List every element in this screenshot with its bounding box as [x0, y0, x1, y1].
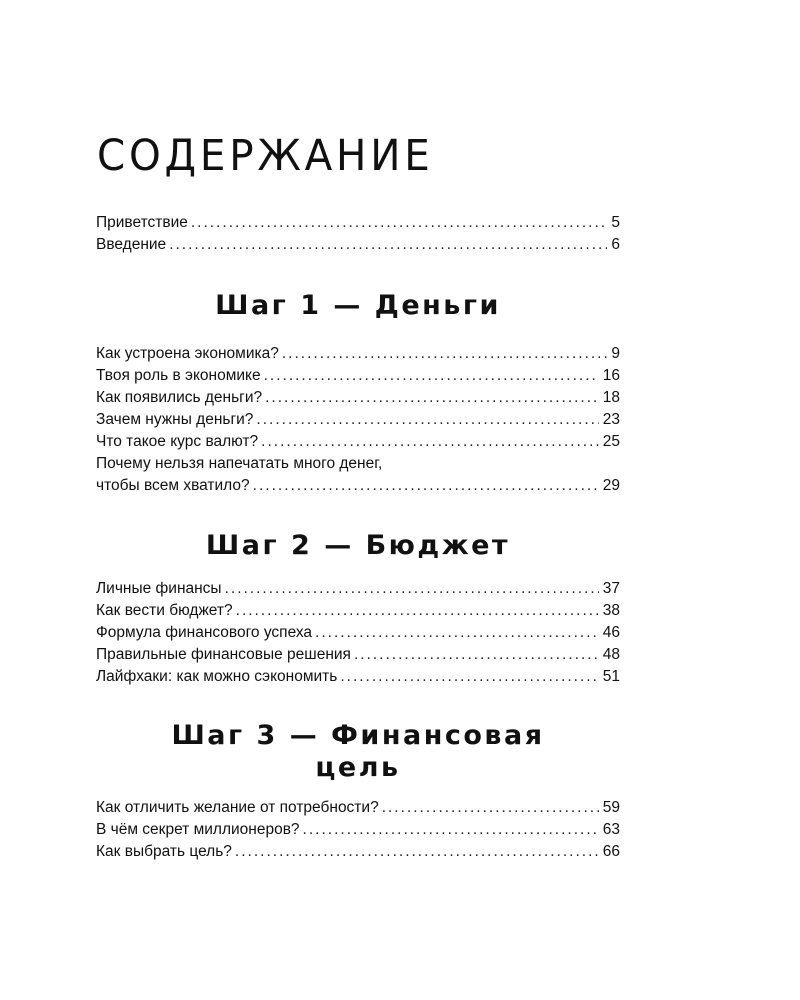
dot-leader: [303, 819, 599, 841]
toc-entry-label: Зачем нужны деньги?: [96, 411, 254, 428]
toc-entry[interactable]: [96, 578, 620, 600]
dot-leader: [169, 234, 607, 256]
toc-entry-greeting[interactable]: [96, 212, 620, 234]
toc-entry-page: 29: [602, 477, 620, 494]
dot-leader: [253, 475, 599, 497]
dot-leader: [225, 578, 599, 600]
toc-entry-label: Как устроена экономика?: [96, 345, 279, 362]
toc-entry-label: Правильные финансовые решения: [96, 646, 351, 663]
section-heading-line1: Шаг 3 — Финансовая: [171, 720, 545, 751]
toc-entry-label: Как выбрать цель?: [96, 843, 232, 860]
toc-entry-label: Введение: [96, 236, 167, 253]
toc-entry-page: 23: [602, 411, 620, 428]
toc-entry-label: Личные финансы: [96, 580, 222, 597]
toc-entry-page: 46: [602, 624, 620, 641]
section-heading-step-3: [96, 720, 620, 784]
section-heading-step-2: Шаг 2 — Бюджет: [205, 530, 511, 561]
toc-entry-page: 38: [602, 602, 620, 619]
toc-entry-page: 63: [602, 821, 620, 838]
toc-entry-label: Как отличить желание от потребности?: [96, 799, 379, 816]
page-title: СОДЕРЖАНИЕ: [97, 131, 434, 181]
toc-entry-page: 37: [602, 580, 620, 597]
toc-entry-label-line1: Почему нельзя напечатать много денег,: [96, 455, 383, 472]
toc-entry[interactable]: [96, 622, 620, 644]
toc-entry-introduction[interactable]: [96, 234, 620, 256]
toc-entry-multiline[interactable]: [96, 453, 620, 497]
toc-entry-label: Что такое курс валют?: [96, 433, 259, 450]
toc-entry-page: 66: [602, 843, 620, 860]
section-heading-step-1: Шаг 1 — Деньги: [215, 290, 501, 321]
toc-entry-page: 18: [602, 389, 620, 406]
toc-section-2-list: [96, 578, 620, 688]
toc-entry-label: Лайфхаки: как можно сэкономить: [96, 668, 338, 685]
toc-entry-page: 5: [611, 214, 620, 231]
dot-leader: [382, 797, 599, 819]
toc-entry-page: 6: [611, 236, 620, 253]
toc-entry-page: 9: [611, 345, 620, 362]
toc-entry[interactable]: [96, 431, 620, 453]
dot-leader: [315, 622, 599, 644]
toc-entry-page: 25: [602, 433, 620, 450]
toc-entry[interactable]: [96, 841, 620, 863]
toc-entry[interactable]: [96, 644, 620, 666]
toc-entry[interactable]: [96, 666, 620, 688]
section-heading-line2: цель: [315, 752, 401, 783]
toc-section-1-list: [96, 343, 620, 497]
toc-entry[interactable]: [96, 600, 620, 622]
toc-entry-label: Как появились деньги?: [96, 389, 263, 406]
toc-entry-label: В чём секрет миллионеров?: [96, 821, 300, 838]
dot-leader: [191, 212, 608, 234]
dot-leader: [256, 409, 598, 431]
toc-entry-label: Формула финансового успеха: [96, 624, 313, 641]
dot-leader: [236, 600, 599, 622]
toc-entry-page: 48: [602, 646, 620, 663]
toc-entry-label: Как вести бюджет?: [96, 602, 233, 619]
dot-leader: [282, 343, 608, 365]
toc-entry[interactable]: [96, 387, 620, 409]
toc-entry-label-line2: чтобы всем хватило?: [96, 477, 250, 494]
dot-leader: [261, 431, 599, 453]
dot-leader: [340, 666, 598, 688]
dot-leader: [264, 365, 599, 387]
toc-entry-page: 59: [602, 799, 620, 816]
toc-section-3-list: [96, 797, 620, 863]
toc-entry-page: 51: [602, 668, 620, 685]
dot-leader: [354, 644, 599, 666]
toc-entry-label: Приветствие: [96, 214, 188, 231]
toc-entry[interactable]: [96, 343, 620, 365]
toc-entry[interactable]: [96, 797, 620, 819]
toc-entry[interactable]: [96, 365, 620, 387]
toc-entry-label: Твоя роль в экономике: [96, 367, 261, 384]
toc-intro-list: [96, 212, 620, 256]
toc-entry[interactable]: [96, 819, 620, 841]
toc-entry-page: 16: [602, 367, 620, 384]
toc-entry[interactable]: [96, 409, 620, 431]
dot-leader: [235, 841, 599, 863]
dot-leader: [265, 387, 599, 409]
